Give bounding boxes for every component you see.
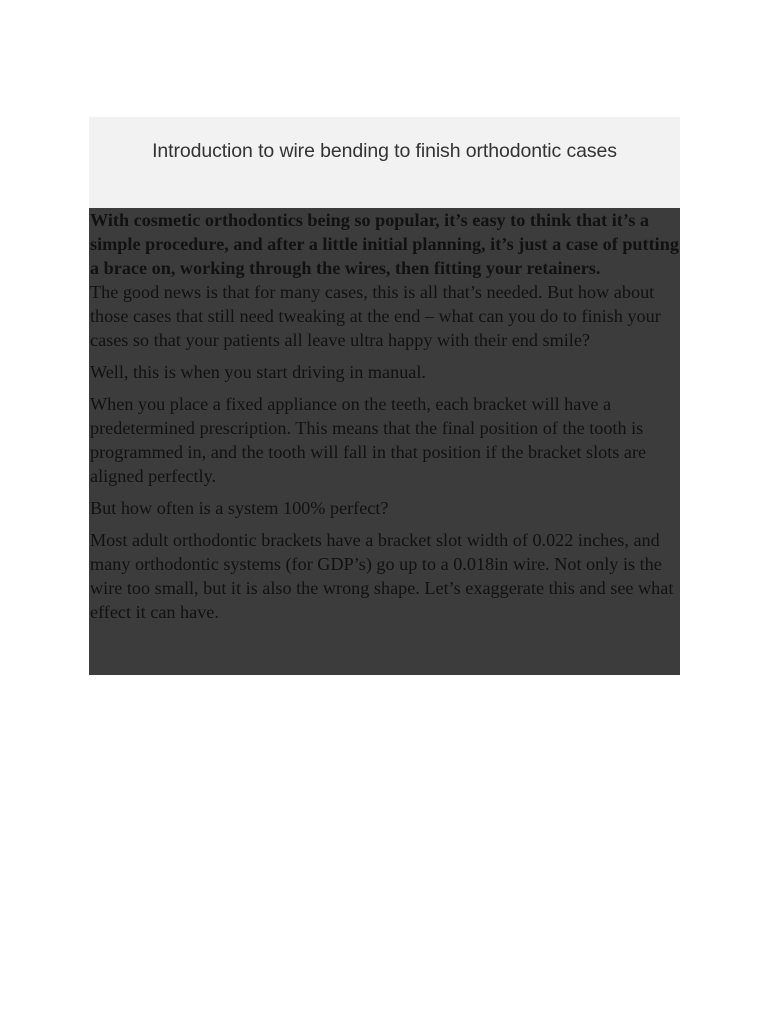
body-paragraph-4: But how often is a system 100% perfect? (90, 498, 389, 518)
article-body (89, 208, 680, 675)
article-card (89, 117, 680, 675)
lead-paragraph: With cosmetic orthodontics being so popular, it’s easy to think that it’s a simple procedure, and after a little initial planning, it’s just a case of putting a brace on, working through the wires, then fitting your retainers. (90, 210, 679, 278)
body-paragraph-2: Well, this is when you start driving in manual. (90, 362, 426, 382)
article-title: Introduction to wire bending to finish orthodontic cases (152, 140, 617, 162)
body-paragraph-1: The good news is that for many cases, this is all that’s needed. But how about those cases that still need tweaking at the end – what can you do to finish your cases so that your patients all leave ultra happy with their end smile? (90, 282, 661, 350)
title-bar (89, 117, 680, 208)
body-paragraph-5: Most adult orthodontic brackets have a bracket slot width of 0.022 inches, and many orthodontic systems (for GDP’s) go up to a 0.018in wire. Not only is the wire too small, but it is also the wrong shape. Let’s exaggerate this and see what effect it can have. (90, 530, 674, 622)
body-paragraph-3: When you place a fixed appliance on the teeth, each bracket will have a predetermined prescription. This means that the final position of the tooth is programmed in, and the tooth will fall in that position if the bracket slots are aligned perfectly. (90, 394, 647, 486)
